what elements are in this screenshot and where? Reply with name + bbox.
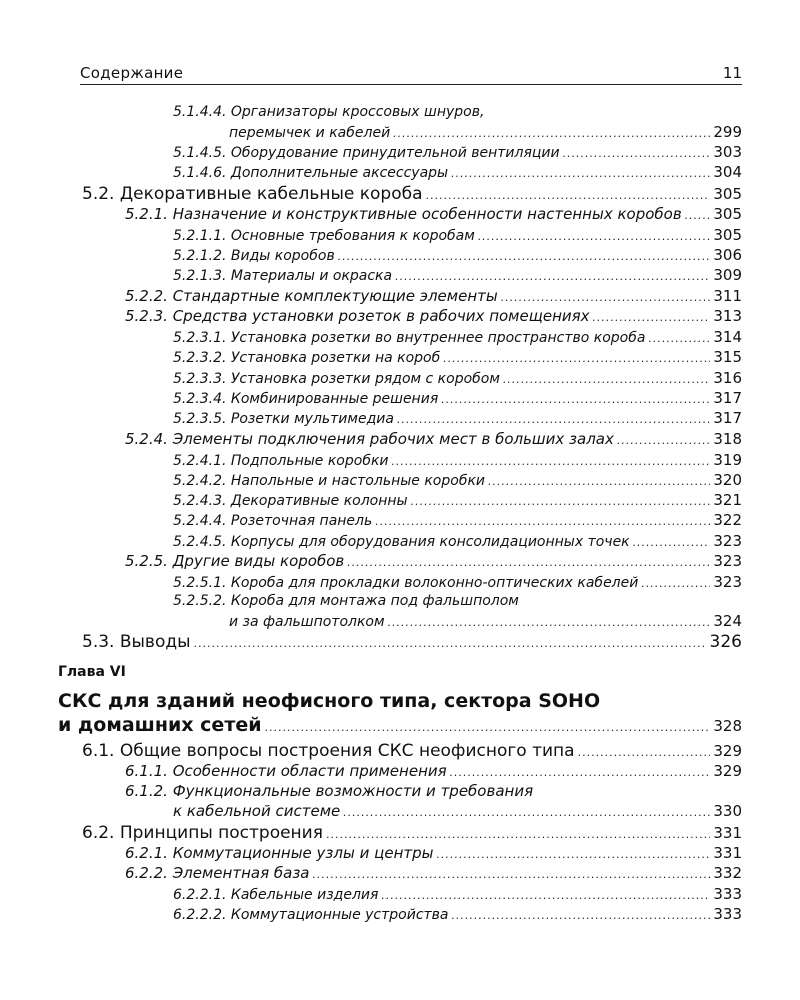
toc-entry[interactable]: 5.2.3.1. Установка розетки во внутреннее пространство короба ..... 314	[173, 328, 742, 346]
toc-entry[interactable]: 5.2.1.2. Виды коробов ..... 306	[173, 246, 742, 264]
toc-subsection[interactable]: 5.2.3. Средства установки розеток в рабочих помещениях ..... 313	[125, 307, 742, 325]
toc-entry[interactable]: 5.1.4.6. Дополнительные аксессуары ..... 304	[173, 163, 742, 181]
toc-entry[interactable]: 5.2.3.5. Розетки мультимедиа ..... 317	[173, 409, 742, 427]
toc-entry[interactable]: 6.2.2.1. Кабельные изделия ..... 333	[173, 885, 742, 903]
chapter-title-entry[interactable]: и домашних сетей ..... 328	[58, 714, 742, 736]
toc-subsection[interactable]: 5.2.1. Назначение и конструктивные особенности настенных коробов ..... 305	[125, 205, 742, 223]
toc-section[interactable]: 6.1. Общие вопросы построения СКС неофисного типа ..... 329	[82, 741, 742, 761]
toc-subsection[interactable]: 5.2.5. Другие виды коробов ..... 323	[125, 552, 742, 570]
toc-entry-line1[interactable]: 5.1.4.4. Организаторы кроссовых шнуров,	[173, 104, 485, 120]
toc-entry-line1[interactable]: 5.2.5.2. Короба для монтажа под фальшполом	[173, 593, 519, 609]
toc-entry[interactable]: 5.2.3.3. Установка розетки рядом с коробом ..... 316	[173, 369, 742, 387]
chapter-title[interactable]: СКС для зданий неофисного типа, сектора SOHO	[58, 690, 601, 712]
toc-entry[interactable]: 5.2.1.1. Основные требования к коробам ..... 305	[173, 226, 742, 244]
toc-entry[interactable]: 5.2.3.4. Комбинированные решения ..... 317	[173, 389, 742, 407]
toc-section[interactable]: 6.2. Принципы построения ..... 331	[82, 823, 742, 843]
toc-entry[interactable]: 5.2.4.5. Корпусы для оборудования консолидационных точек ..... 323	[173, 532, 742, 550]
toc-subsection[interactable]: 5.2.4. Элементы подключения рабочих мест в больших залах ..... 318	[125, 430, 742, 448]
toc-entry-line1[interactable]: 6.1.2. Функциональные возможности и требования	[125, 782, 534, 800]
toc-entry[interactable]: 6.2.2.2. Коммутационные устройства ..... 333	[173, 905, 742, 923]
toc-entry[interactable]: 5.2.5.1. Короба для прокладки волоконно-оптических кабелей ..... 323	[173, 573, 742, 591]
toc-subsection[interactable]: 6.2.2. Элементная база ..... 332	[125, 864, 742, 882]
toc-entry[interactable]: 5.2.1.3. Материалы и окраска ..... 309	[173, 266, 742, 284]
chapter-label: Глава VI	[58, 664, 126, 680]
toc-entry[interactable]: 5.2.4.4. Розеточная панель ..... 322	[173, 511, 742, 529]
toc-entry[interactable]: перемычек и кабелей ..... 299	[229, 123, 742, 141]
toc-subsection[interactable]: 6.1.1. Особенности области применения ..... 329	[125, 762, 742, 780]
toc-entry[interactable]: 5.2.3.2. Установка розетки на короб ..... 315	[173, 348, 742, 366]
toc-entry[interactable]: 5.2.4.2. Напольные и настольные коробки ..... 320	[173, 471, 742, 489]
toc-entry[interactable]: 5.1.4.5. Оборудование принудительной вентиляции ..... 303	[173, 143, 742, 161]
toc-subsection[interactable]: к кабельной системе ..... 330	[173, 802, 742, 820]
toc-section[interactable]: 5.2. Декоративные кабельные короба ..... 305	[82, 184, 742, 204]
header-page-number: 11	[722, 64, 742, 82]
toc-entry[interactable]: и за фальшпотолком ..... 324	[229, 612, 742, 630]
toc-subsection[interactable]: 5.2.2. Стандартные комплектующие элементы ..... 311	[125, 287, 742, 305]
toc-entry[interactable]: 5.2.4.1. Подпольные коробки ..... 319	[173, 451, 742, 469]
toc-subsection[interactable]: 6.2.1. Коммутационные узлы и центры ..... 331	[125, 844, 742, 862]
header-title: Содержание	[80, 64, 184, 82]
toc-entry[interactable]: 5.2.4.3. Декоративные колонны ..... 321	[173, 491, 742, 509]
toc-section[interactable]: 5.3. Выводы ..... 326	[82, 632, 742, 652]
